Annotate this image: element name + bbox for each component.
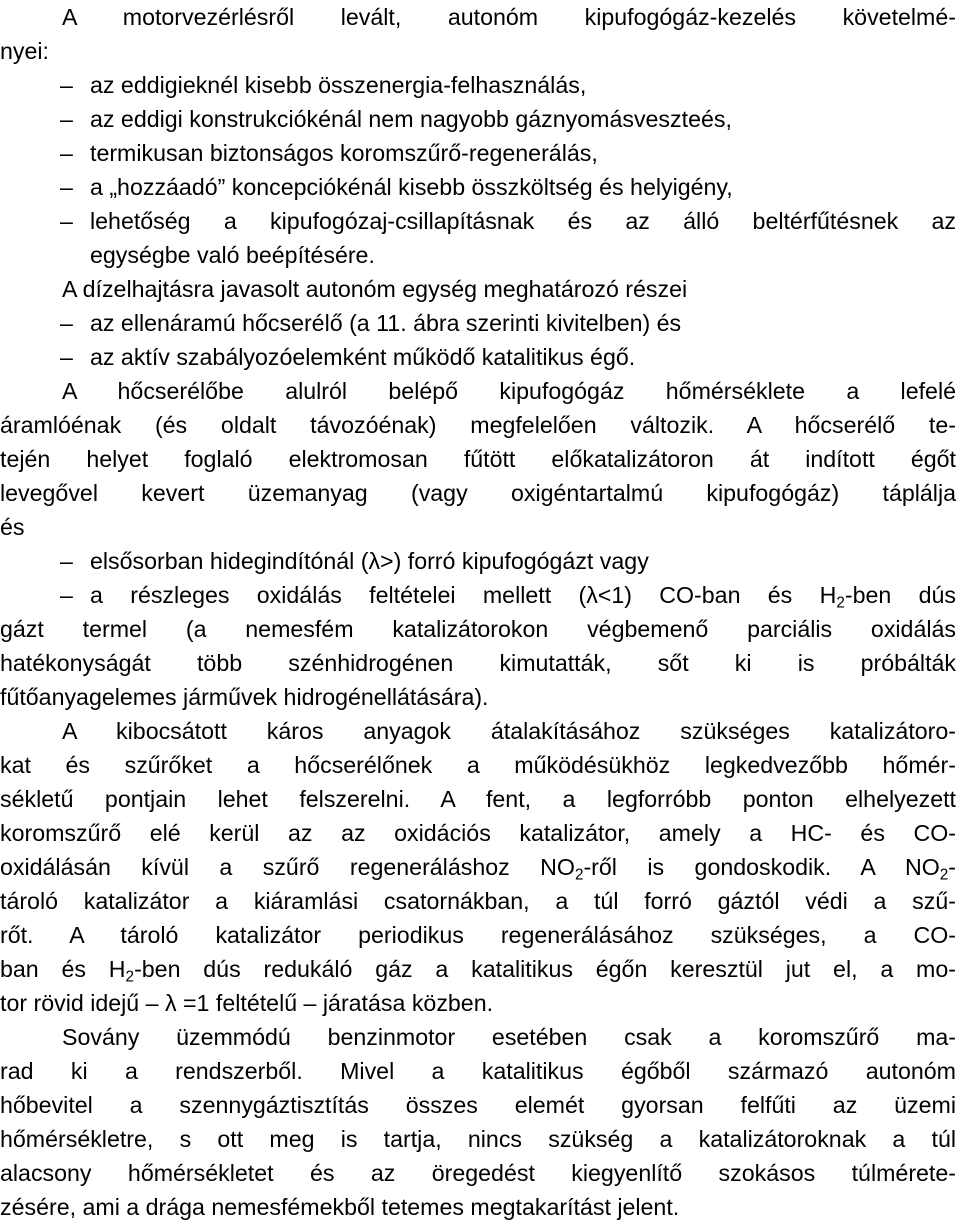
dash-bullet: – <box>60 208 73 234</box>
dash-bullet: – <box>60 548 73 574</box>
text-line: áramlóénak (és oldalt távozóénak) megfelelően változik. A hőcserélő te- <box>0 412 956 438</box>
text-line: hőmérsékletre, s ott meg is tartja, nincs szükség a katalizátoroknak a túl <box>0 1126 956 1152</box>
lambda-symbol: λ <box>586 582 598 608</box>
text-line: tején helyet foglaló elektromosan fűtött előkatalizátoron át indított égőt <box>0 446 956 472</box>
list-item: elsősorban hidegindítónál (λ>) forró kipufogógázt vagy <box>90 548 649 574</box>
text-line: kat és szűrőket a hőcserélőnek a működésükhöz legkedvezőbb hőmér- <box>0 752 956 778</box>
text-line: rőt. A tároló katalizátor periodikus regenerálásához szükséges, a CO- <box>0 922 956 948</box>
intro-line-2: nyei: <box>0 38 49 64</box>
intro-line-1: A motorvezérlésről levált, autonóm kipufogógáz-kezelés követelmé- <box>62 4 956 30</box>
text-line: tor rövid idejű – λ =1 feltételű – járatása közben. <box>0 990 494 1016</box>
diesel-heading: A dízelhajtásra javasolt autonóm egység meghatározó részei <box>62 276 688 302</box>
list-item: lehetőség a kipufogózaj-csillapításnak és az álló beltérfűtésnek az <box>90 208 956 234</box>
text-line: levegővel kevert üzemanyag (vagy oxigéntartalmú kipufogógáz) táplálja <box>0 480 956 506</box>
text-line: és <box>0 514 25 540</box>
dash-bullet: – <box>60 72 73 98</box>
text-line: tároló katalizátor a kiáramlási csatornákban, a túl forró gáztól védi a szű- <box>0 888 956 914</box>
text-line: alacsony hőmérsékletet és az öregedést kiegyenlítő szokásos túlmérete- <box>0 1160 956 1186</box>
list-item: az eddigi konstrukciókénál nem nagyobb gáznyomásveszteés, <box>90 106 732 132</box>
lambda-symbol: λ <box>164 990 177 1016</box>
list-item: az aktív szabályozóelemként működő katalitikus égő. <box>90 344 636 370</box>
text-line: A kibocsátott káros anyagok átalakításához szükséges katalizátoro- <box>62 718 956 744</box>
list-item: termikusan biztonságos koromszűrő-regenerálás, <box>90 140 598 166</box>
dash-bullet: – <box>60 344 73 370</box>
text-line: hatékonyságát több szénhidrogénen kimutatták, sőt ki is próbálták <box>0 650 956 676</box>
text-line: fűtőanyagelemes járművek hidrogénellátására). <box>0 684 489 710</box>
text-line: rad ki a rendszerből. Mivel a katalitikus égőből származó autonóm <box>0 1058 956 1084</box>
text-line: sékletű pontjain lehet felszerelni. A fent, a legforróbb ponton elhelyezett <box>0 786 956 812</box>
list-item: az ellenáramú hőcserélő (a 11. ábra szerinti kivitelben) és <box>90 310 682 336</box>
text-line: zésére, ami a drága nemesfémekből tetemes megtakarítást jelent. <box>0 1194 680 1220</box>
text-line: oxidálásán kívül a szűrő regeneráláshoz $NO_2$-ről is gondoskodik. A $NO_2-$ <box>0 854 956 884</box>
dash-bullet: – <box>60 310 73 336</box>
text-line: hőbevitel a szennygáztisztítás összes elemét gyorsan felfűti az üzemi <box>0 1092 956 1118</box>
lambda-symbol: λ <box>368 548 381 574</box>
dash-bullet: – <box>60 582 73 608</box>
list-item: a részleges oxidálás feltételei mellett (λ<1) CO-ban és $H_2$-ben dús <box>90 582 956 612</box>
text-line: A hőcserélőbe alulról belépő kipufogógáz hőmérséklete a lefelé <box>62 378 956 404</box>
list-item: az eddigieknél kisebb összenergia-felhasználás, <box>90 72 587 98</box>
text-line: gázt termel (a nemesfém katalizátorokon végbemenő parciális oxidálás <box>0 616 956 642</box>
text-line: koromszűrő elé kerül az az oxidációs katalizátor, amely a HC- és CO- <box>0 820 956 846</box>
dash-bullet: – <box>60 174 73 200</box>
list-item-continuation: egységbe való beépítésére. <box>90 242 375 268</box>
dash-bullet: – <box>60 106 73 132</box>
list-item: a „hozzáadó” koncepciókénál kisebb összköltség és helyigény, <box>90 174 733 200</box>
text-line: Sovány üzemmódú benzinmotor esetében csak a koromszűrő ma- <box>62 1024 956 1050</box>
text-line: ban és $H_2$-ben dús redukáló gáz a katalitikus égőn keresztül jut el, a mo- <box>0 956 956 986</box>
dash-bullet: – <box>60 140 73 166</box>
